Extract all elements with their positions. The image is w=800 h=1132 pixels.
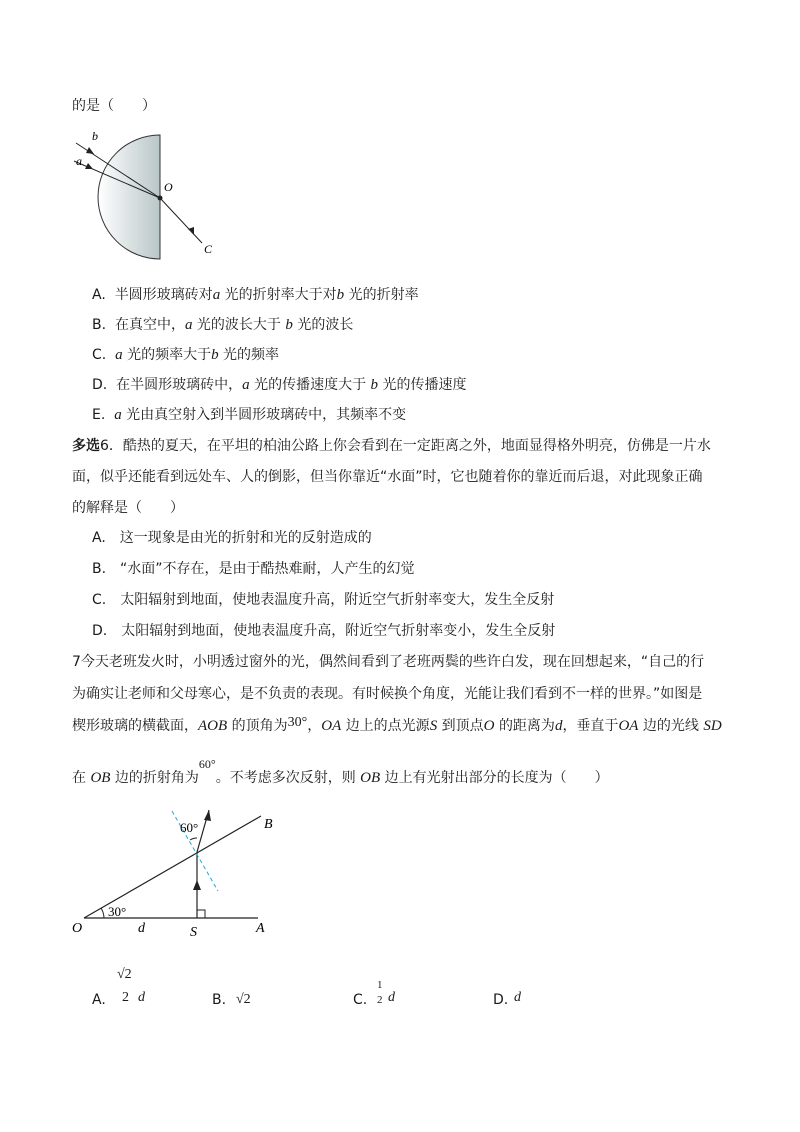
label-30deg: 30°: [108, 904, 127, 919]
q6-option-a: A. 这一现象是由光的折射和光的反射造成的: [92, 530, 372, 546]
point-O: [158, 196, 163, 201]
q6-line-3: 的解释是（ ）: [72, 500, 184, 516]
label-C: C: [204, 242, 213, 256]
q7-line-1: 7今天老班发火时，小明透过窗外的光，偶然间看到了老班两鬓的些许白发，现在回想起来，“自己的行: [72, 654, 705, 670]
q7-line-2: 为确实让老师和父母寒心，是不负责的表现。有时候换个角度，光能让我们看到不一样的世界。”如图是: [72, 686, 703, 702]
q7-line-4: 在 OB 边的折射角为60°。不考虑多次反射，则 OB 边上有光射出部分的长度为（ ）: [72, 757, 609, 786]
q6-option-c: C. 太阳辐射到地面，使地表温度升高，附近空气折射率变大，发生全反射: [92, 592, 555, 608]
q6-line-2: 面，似乎还能看到远处车、人的倒影，但当你靠近“水面”时，它也随着你的靠近而后退，对此现象正确: [72, 469, 703, 485]
q6-option-b: B. “水面”不存在，是由于酷热难耐，人产生的幻觉: [92, 561, 415, 577]
semicircle-glass-figure: [70, 125, 220, 265]
label-d: d: [138, 921, 145, 936]
option-c: C. a 光的频率大于b 光的频率: [92, 347, 280, 363]
edge-OB: [84, 816, 261, 918]
label-O: O: [72, 921, 83, 936]
q7-line-3: 楔形玻璃的横截面，AOB 的顶角为30°，OA 边上的点光源S 到顶点O 的距离为d，垂直于OA 边的光线 SD: [72, 715, 722, 734]
label-b: b: [92, 129, 98, 143]
q6-option-d: D. 太阳辐射到地面，使地表温度升高，附近空气折射率变小，发生全反射: [92, 623, 556, 639]
label-B: B: [264, 817, 273, 832]
semicircle-glass: [98, 135, 160, 259]
label-a: a: [76, 154, 82, 168]
ray-c: [160, 198, 202, 243]
label-S: S: [190, 925, 197, 940]
option-d: D. 在半圆形玻璃砖中，a 光的传播速度大于 b 光的传播速度: [92, 377, 467, 393]
label-60deg: 60°: [180, 820, 199, 835]
label-A: A: [256, 921, 265, 936]
q6-line-1: 多选6．酷热的夏天，在平坦的柏油公路上你会看到在一定距离之外，地面显得格外明亮，仿佛是一片水: [72, 438, 711, 454]
question-stem-fragment: 的是（ ）: [72, 98, 156, 114]
option-a: A. 半圆形玻璃砖对a 光的折射率大于对b 光的折射率: [92, 287, 419, 303]
option-b: B. 在真空中，a 光的波长大于 b 光的波长: [92, 317, 354, 333]
option-e: E. a 光由真空射入到半圆形玻璃砖中，其频率不变: [92, 407, 407, 423]
label-O: O: [164, 180, 173, 194]
wedge-glass-figure: [66, 808, 286, 940]
